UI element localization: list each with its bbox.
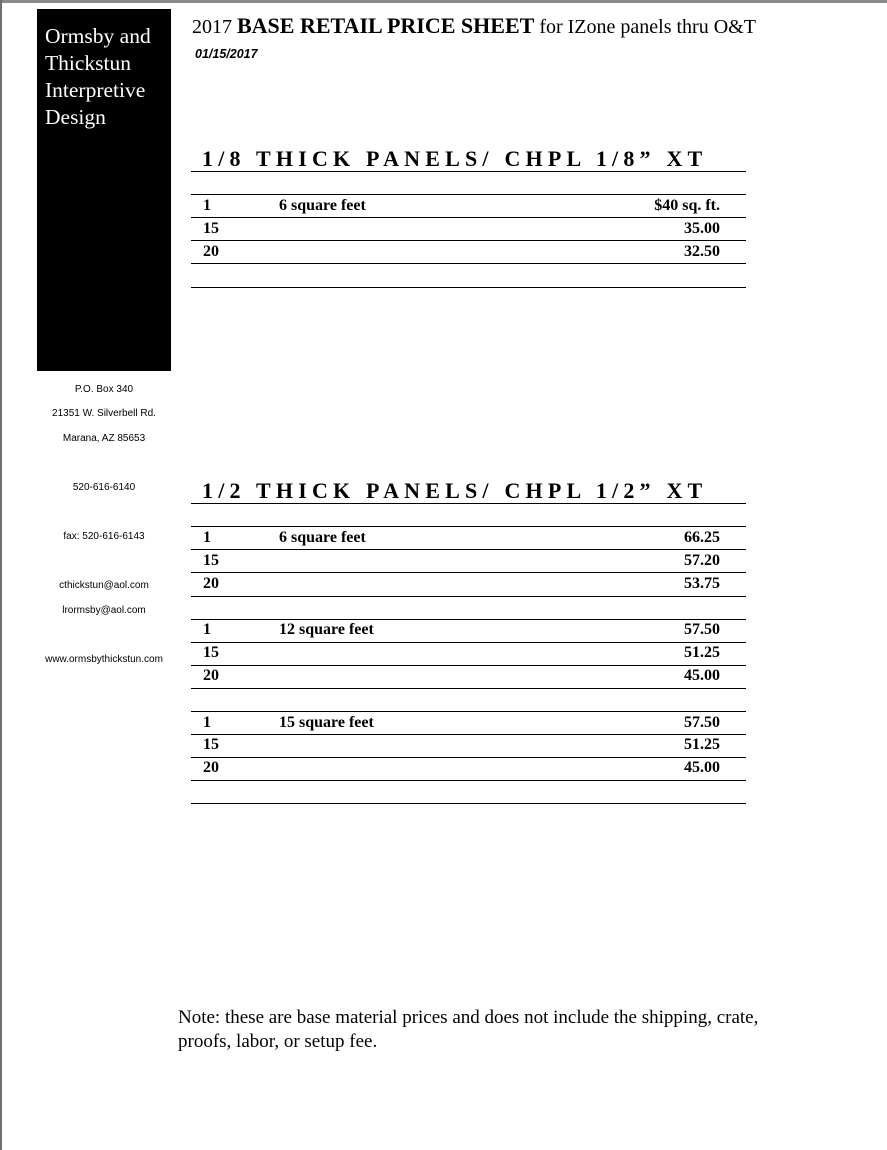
contact-website[interactable]: www.ormsbythickstun.com xyxy=(45,654,163,665)
row-price: 32.50 xyxy=(684,243,720,260)
page-top-border xyxy=(0,0,887,3)
row-price: 57.50 xyxy=(684,621,720,638)
row-price: $40 sq. ft. xyxy=(654,197,720,214)
row-qty: 1 xyxy=(203,529,211,546)
company-name-block xyxy=(37,9,171,371)
row-qty: 1 xyxy=(203,197,211,214)
row-price: 35.00 xyxy=(684,220,720,237)
row-qty: 15 xyxy=(203,644,219,661)
table-row xyxy=(191,619,746,642)
divider xyxy=(191,688,746,689)
row-qty: 15 xyxy=(203,552,219,569)
section-heading-half: 1/2 THICK PANELS/ CHPL 1/2” XT xyxy=(202,478,708,503)
row-desc: 12 square feet xyxy=(279,621,374,638)
title-rest: for IZone panels thru O&T xyxy=(539,16,756,38)
table-row xyxy=(191,757,746,780)
table-row xyxy=(191,241,746,264)
table-row xyxy=(191,734,746,757)
row-price: 66.25 xyxy=(684,529,720,546)
table-row xyxy=(191,665,746,688)
company-name-line: Thickstun xyxy=(45,51,131,75)
row-price: 45.00 xyxy=(684,759,720,776)
divider xyxy=(191,596,746,597)
row-qty: 20 xyxy=(203,759,219,776)
contact-city: Marana, AZ 85653 xyxy=(62,433,146,444)
divider xyxy=(191,263,746,264)
sheet-date: 01/15/2017 xyxy=(195,47,258,61)
table-row xyxy=(191,712,746,735)
divider xyxy=(191,503,746,504)
row-qty: 15 xyxy=(203,736,219,753)
table-row xyxy=(191,527,746,550)
row-qty: 20 xyxy=(203,575,219,592)
company-name-line: Interpretive xyxy=(45,78,146,102)
company-name-line: Ormsby and xyxy=(45,24,151,48)
row-price: 45.00 xyxy=(684,667,720,684)
contact-phone: 520-616-6140 xyxy=(72,482,136,493)
divider xyxy=(191,287,746,288)
pricing-note: Note: these are base material prices and does not include the shipping, crate, proofs, labor, or setup fee. xyxy=(178,1007,759,1052)
table-row xyxy=(191,550,746,573)
contact-email-1[interactable]: cthickstun@aol.com xyxy=(59,580,149,591)
divider xyxy=(191,780,746,781)
row-desc: 6 square feet xyxy=(279,529,366,546)
table-row xyxy=(191,195,746,218)
row-desc: 6 square feet xyxy=(279,197,366,214)
page-title xyxy=(192,13,756,39)
row-qty: 1 xyxy=(203,621,211,638)
contact-po-box: P.O. Box 340 xyxy=(74,384,134,395)
title-bold: BASE RETAIL PRICE SHEET xyxy=(237,13,535,38)
page-left-border xyxy=(0,0,2,1150)
row-qty: 20 xyxy=(203,667,219,684)
divider xyxy=(191,803,746,804)
contact-fax: fax: 520-616-6143 xyxy=(63,531,145,542)
company-name-line: Design xyxy=(45,105,106,129)
section-heading-eighth: 1/8 THICK PANELS/ CHPL 1/8” XT xyxy=(202,146,708,171)
contact-email-2[interactable]: lrormsby@aol.com xyxy=(62,605,146,616)
row-price: 51.25 xyxy=(684,736,720,753)
title-year: 2017 xyxy=(192,16,232,38)
row-price: 57.20 xyxy=(684,552,720,569)
row-qty: 20 xyxy=(203,243,219,260)
row-qty: 1 xyxy=(203,714,211,731)
row-price: 53.75 xyxy=(684,575,720,592)
table-row xyxy=(191,573,746,596)
row-qty: 15 xyxy=(203,220,219,237)
row-price: 51.25 xyxy=(684,644,720,661)
divider xyxy=(191,171,746,172)
table-row xyxy=(191,642,746,665)
table-row xyxy=(191,218,746,241)
row-desc: 15 square feet xyxy=(279,714,374,731)
row-price: 57.50 xyxy=(684,714,720,731)
contact-street: 21351 W. Silverbell Rd. xyxy=(52,408,156,419)
